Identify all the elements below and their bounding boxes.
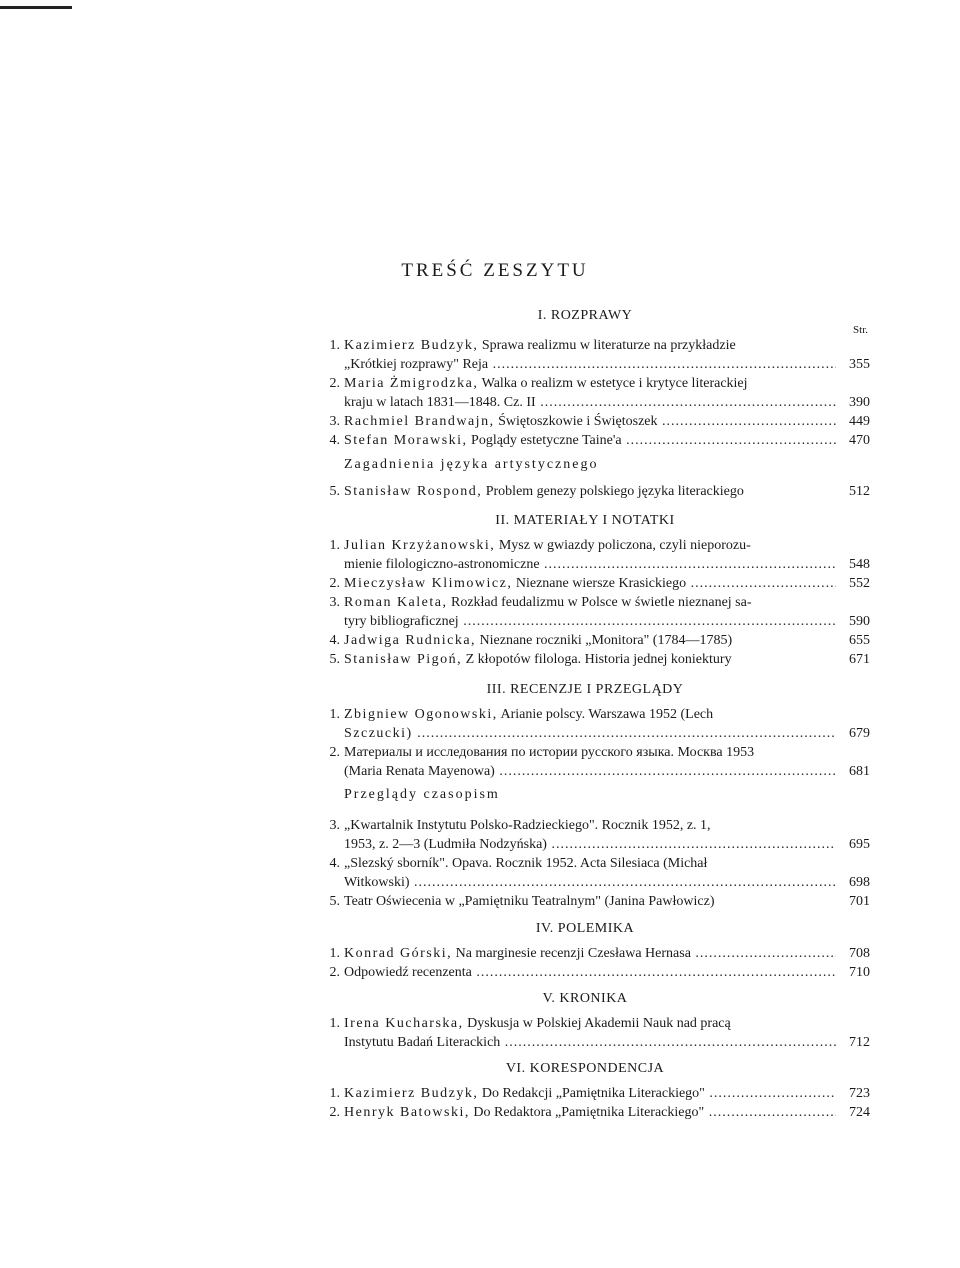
entry-author: Stanisław Rospond, [344,484,483,499]
entry-page: 681 [849,764,870,779]
entry-title: Z kłopotów filologa. Historia jednej koniektury [465,652,732,667]
subsection-heading: Przeglądy czasopism [344,787,500,802]
entry-page: 679 [849,726,870,741]
entry-title: Do Redakcji „Pamiętnika Literackiego" ..... [482,1086,836,1101]
entry-title: Mysz w gwiazdy policzona, czyli nieporozu- [498,538,751,553]
entry-title: Instytutu Badań Literackich ..... [344,1033,836,1052]
entry-author: Kazimierz Budzyk, [344,338,479,353]
entry-title: „Krótkiej rozprawy" Reja ..... [344,355,836,374]
entry-title: Witkowski) ..... [344,873,836,892]
section-title-kronika: V. KRONIKA [542,991,628,1006]
entry-page: 698 [849,875,870,890]
entry-author: Konrad Górski, [344,946,453,961]
entry-author: Maria Żmigrodzka, [344,376,479,391]
entry-title: „Kwartalnik Instytutu Polsko-Radzieckiego". Rocznik 1952, z. 1, [344,818,711,833]
entry-title: Материалы и исследования по истории русского языка. Москва 1953 [344,745,755,760]
entry-page: 712 [849,1035,870,1050]
entry-title: Arianie polscy. Warszawa 1952 (Lech [500,707,714,722]
entry-title: Nieznane wiersze Krasickiego ..... [516,576,836,591]
entry-title: Walka o realizm w estetyce i krytyce literackiej [481,376,748,391]
entry-title: Dyskusja w Polskiej Akademii Nauk nad pracą [467,1016,731,1031]
entry-title: „Slezský sborník". Opava. Rocznik 1952. Acta Silesiaca (Michał [344,856,708,871]
entry-page: 708 [849,946,870,961]
section-title-rozprawy: I. ROZPRAWY [537,308,633,323]
entry-page: 695 [849,837,870,852]
entry-page: 355 [849,357,870,372]
entry-page: 470 [849,433,870,448]
entry-author: Zbigniew Ogonowski, [344,707,498,722]
entry-title: Rozkład feudalizmu w Polsce w świetle nieznanej sa- [450,595,752,610]
entry-title: Świętoszkowie i Świętoszek ..... [498,414,836,429]
entry-page: 701 [849,894,870,909]
entry-title: Problem genezy polskiego języka literackiego [485,484,744,499]
entry-author: Stanisław Pigoń, [344,652,463,667]
entry-page: 724 [849,1105,870,1120]
entry-author: Irena Kucharska, [344,1016,464,1031]
top-rule [0,6,72,9]
entry-page: 723 [849,1086,870,1101]
entry-page: 710 [849,965,870,980]
entry-author: Rachmiel Brandwajn, [344,414,495,429]
entry-author: Julian Krzyżanowski, [344,538,496,553]
entry-author: Mieczysław Klimowicz, [344,576,513,591]
entry-title: 1953, z. 2—3 (Ludmiła Nodzyńska) ..... [344,835,836,854]
entry-author: Stefan Morawski, [344,433,468,448]
entry-page: 590 [849,614,870,629]
page-column-header: Str. [853,324,868,336]
entry-author: Roman Kaleta, [344,595,448,610]
entry-title: Nieznane roczniki „Monitora" (1784—1785) [479,633,733,648]
entry-author: Jadwiga Rudnicka, [344,633,477,648]
subsection-heading: Zagadnienia języka artystycznego [344,457,599,472]
section-title-polemika: IV. POLEMIKA [535,921,635,936]
entry-title: Do Redaktora „Pamiętnika Literackiego" ..... [473,1105,836,1120]
entry-author: Kazimierz Budzyk, [344,1086,479,1101]
entry-title: Sprawa realizmu w literaturze na przykładzie [481,338,736,353]
entry-page: 655 [849,633,870,648]
entry-title: Teatr Oświecenia w „Pamiętniku Teatralnym" (Janina Pawłowicz) [344,894,715,909]
page-title: TREŚĆ ZESZYTU [401,260,589,281]
entry-title: tyry bibliograficznej ..... [344,612,836,631]
entry-title: mienie filologiczno-astronomiczne ..... [344,555,836,574]
section-title-recenzje: III. RECENZJE I PRZEGLĄDY [486,682,684,697]
entry-page: 512 [849,484,870,499]
entry-title: Szczucki) ..... [344,724,836,743]
entry-page: 671 [849,652,870,667]
entry-author: Henryk Batowski, [344,1105,470,1120]
entry-title: Poglądy estetyczne Taine'a ..... [471,433,836,448]
section-title-korespondencja: VI. KORESPONDENCJA [505,1061,665,1076]
entry-page: 449 [849,414,870,429]
entry-title: Na marginesie recenzji Czesława Hernasa ..... [456,946,836,961]
entry-title: Odpowiedź recenzenta ..... [344,963,836,982]
section-title-materialy: II. MATERIAŁY I NOTATKI [495,513,675,528]
entry-page: 390 [849,395,870,410]
entry-title: (Maria Renata Mayenowa) ..... [344,762,836,781]
entry-page: 552 [849,576,870,591]
entry-page: 548 [849,557,870,572]
entry-title: kraju w latach 1831—1848. Cz. II ..... [344,393,836,412]
